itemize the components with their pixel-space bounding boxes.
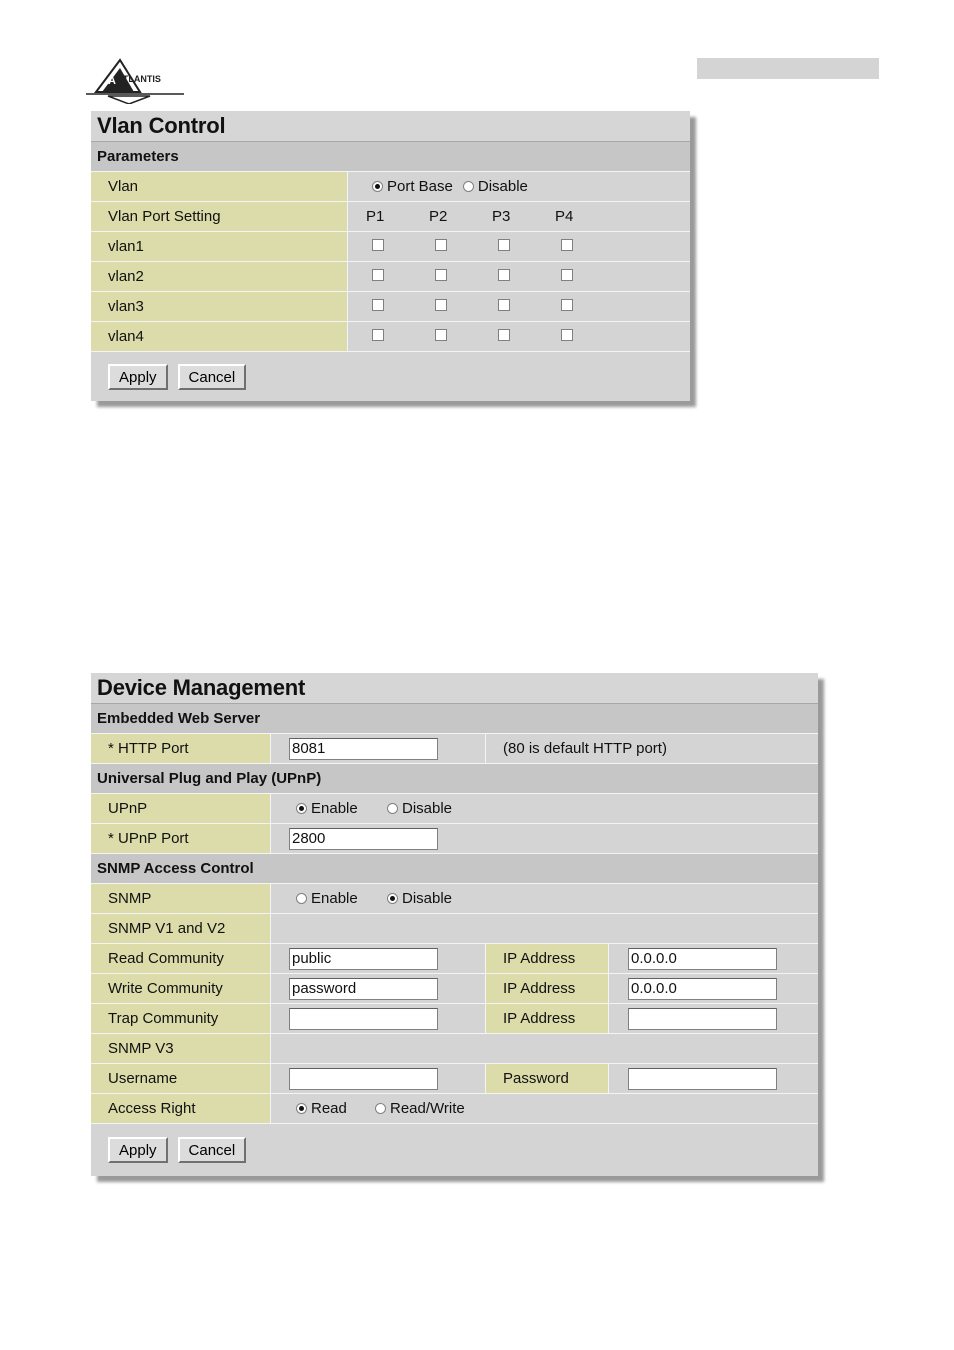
header-bar — [697, 58, 879, 79]
trap-community-input[interactable] — [289, 1008, 438, 1030]
snmp-enable-option[interactable] — [296, 890, 387, 907]
password-label: Password — [486, 1064, 609, 1093]
logo-brand-text: ATLANTIS — [117, 74, 161, 84]
vlan-port-base-radio[interactable] — [372, 181, 383, 192]
vlan3-p4-checkbox[interactable] — [561, 299, 573, 311]
section-upnp: Universal Plug and Play (UPnP) — [91, 764, 818, 794]
vlan-disable-radio[interactable] — [463, 181, 474, 192]
vlan-port-setting-label: Vlan Port Setting — [91, 202, 348, 231]
read-ip-input[interactable] — [628, 948, 777, 970]
vlan-label: Vlan — [91, 172, 348, 201]
upnp-port-label: * UPnP Port — [91, 824, 271, 853]
port-header-p4: P4 — [555, 208, 574, 225]
vlan2-p3-checkbox[interactable] — [498, 269, 510, 281]
write-ip-input[interactable] — [628, 978, 777, 1000]
vlan1-p1-checkbox[interactable] — [372, 239, 384, 251]
upnp-disable-radio[interactable] — [387, 803, 398, 814]
http-port-row — [91, 734, 818, 764]
device-apply-button[interactable]: Apply — [108, 1137, 168, 1163]
section-embedded-web-server: Embedded Web Server — [91, 704, 818, 734]
trap-ip-label: IP Address — [486, 1004, 609, 1033]
vlan-port-base-option[interactable] — [372, 178, 453, 195]
device-panel-title: Device Management — [91, 673, 818, 704]
vlan-apply-button[interactable]: Apply — [108, 364, 168, 390]
upnp-label: UPnP — [91, 794, 271, 823]
vlan3-p1-checkbox[interactable] — [372, 299, 384, 311]
vlan-port-setting-row — [91, 202, 690, 232]
access-read-option[interactable] — [296, 1100, 375, 1117]
vlan1-label: vlan1 — [91, 232, 348, 261]
snmp-disable-label: Disable — [402, 890, 453, 907]
device-button-bar — [91, 1124, 818, 1176]
upnp-enable-radio[interactable] — [296, 803, 307, 814]
vlan3-p3-checkbox[interactable] — [498, 299, 510, 311]
vlan2-row — [91, 262, 690, 292]
upnp-disable-label: Disable — [402, 800, 453, 817]
access-read-label: Read — [311, 1100, 347, 1117]
logo-brand-a: A — [108, 75, 116, 87]
snmp-disable-radio[interactable] — [387, 893, 398, 904]
snmp-v3-row — [91, 1034, 818, 1064]
vlan2-p4-checkbox[interactable] — [561, 269, 573, 281]
password-input[interactable] — [628, 1068, 777, 1090]
section-parameters: Parameters — [91, 142, 690, 172]
upnp-port-row — [91, 824, 818, 854]
read-community-row — [91, 944, 818, 974]
vlan4-p2-checkbox[interactable] — [435, 329, 447, 341]
vlan3-p2-checkbox[interactable] — [435, 299, 447, 311]
vlan3-label: vlan3 — [91, 292, 348, 321]
vlan4-p3-checkbox[interactable] — [498, 329, 510, 341]
vlan2-label: vlan2 — [91, 262, 348, 291]
write-community-label: Write Community — [91, 974, 271, 1003]
port-header-p1: P1 — [366, 208, 385, 225]
vlan3-row — [91, 292, 690, 322]
snmp-v3-label: SNMP V3 — [91, 1034, 271, 1063]
read-community-label: Read Community — [91, 944, 271, 973]
read-ip-label: IP Address — [486, 944, 609, 973]
vlan4-row — [91, 322, 690, 352]
vlan-disable-option[interactable] — [463, 178, 528, 195]
snmp-enable-radio[interactable] — [296, 893, 307, 904]
vlan1-p4-checkbox[interactable] — [561, 239, 573, 251]
write-community-input[interactable] — [289, 978, 438, 1000]
vlan4-p4-checkbox[interactable] — [561, 329, 573, 341]
http-port-label: * HTTP Port — [91, 734, 271, 763]
write-community-row — [91, 974, 818, 1004]
vlan4-label: vlan4 — [91, 322, 348, 351]
snmp-disable-option[interactable] — [387, 890, 452, 907]
snmp-v1v2-label: SNMP V1 and V2 — [91, 914, 271, 943]
upnp-port-input[interactable] — [289, 828, 438, 850]
write-ip-label: IP Address — [486, 974, 609, 1003]
vlan2-p2-checkbox[interactable] — [435, 269, 447, 281]
vlan-control-panel — [91, 111, 690, 401]
snmp-enable-label: Enable — [311, 890, 358, 907]
access-read-radio[interactable] — [296, 1103, 307, 1114]
snmp-label: SNMP — [91, 884, 271, 913]
upnp-enable-label: Enable — [311, 800, 358, 817]
upnp-row — [91, 794, 818, 824]
port-header-p2: P2 — [429, 208, 448, 225]
upnp-enable-option[interactable] — [296, 800, 387, 817]
username-row — [91, 1064, 818, 1094]
vlan-port-base-label: Port Base — [387, 178, 453, 195]
trap-ip-input[interactable] — [628, 1008, 777, 1030]
http-port-input[interactable] — [289, 738, 438, 760]
device-cancel-button[interactable]: Cancel — [178, 1137, 247, 1163]
port-header-p3: P3 — [492, 208, 511, 225]
access-right-label: Access Right — [91, 1094, 271, 1123]
access-right-row — [91, 1094, 818, 1124]
upnp-disable-option[interactable] — [387, 800, 452, 817]
vlan4-p1-checkbox[interactable] — [372, 329, 384, 341]
trap-community-row — [91, 1004, 818, 1034]
access-rw-label: Read/Write — [390, 1100, 465, 1117]
snmp-v1v2-row — [91, 914, 818, 944]
read-community-input[interactable] — [289, 948, 438, 970]
vlan2-p1-checkbox[interactable] — [372, 269, 384, 281]
vlan-mode-row — [91, 172, 690, 202]
device-management-panel — [91, 673, 818, 1176]
vlan1-row — [91, 232, 690, 262]
username-input[interactable] — [289, 1068, 438, 1090]
access-rw-option[interactable] — [375, 1100, 465, 1117]
vlan-disable-label: Disable — [477, 178, 528, 195]
username-label: Username — [91, 1064, 271, 1093]
access-rw-radio[interactable] — [375, 1103, 386, 1114]
logo-sub-text: LAND — [113, 85, 127, 91]
vlan1-p2-checkbox[interactable] — [435, 239, 447, 251]
section-snmp: SNMP Access Control — [91, 854, 818, 884]
vlan-cancel-button[interactable]: Cancel — [178, 364, 247, 390]
vlan1-p3-checkbox[interactable] — [498, 239, 510, 251]
vlan-button-bar — [91, 352, 690, 401]
trap-community-label: Trap Community — [91, 1004, 271, 1033]
http-port-note: (80 is default HTTP port) — [503, 740, 667, 757]
atlantis-logo — [86, 58, 184, 104]
snmp-row — [91, 884, 818, 914]
panel-title: Vlan Control — [91, 111, 690, 142]
